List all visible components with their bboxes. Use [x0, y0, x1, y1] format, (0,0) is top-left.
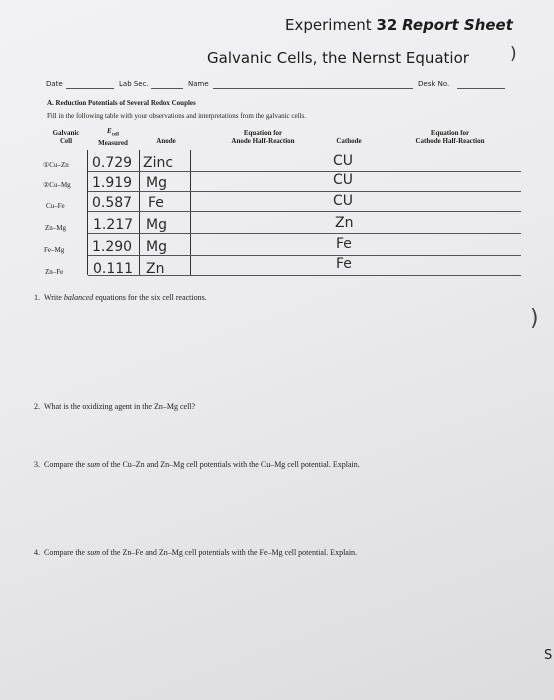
report-title	[285, 16, 513, 34]
row-ecell-value: 0.111	[93, 261, 134, 277]
report-sheet-label: Report Sheet	[402, 16, 513, 34]
row-rule	[88, 211, 521, 212]
row-ecell-value: 1.919	[92, 175, 133, 191]
right-paren-mark: )	[510, 44, 517, 64]
edge-letter-mark: S	[544, 648, 553, 663]
desk-no-label: Desk No.	[418, 80, 450, 88]
header-galvanic-cell: Galvanic Cell	[52, 129, 80, 145]
column-rule	[190, 150, 191, 275]
row-anode-value: Mg	[146, 239, 167, 255]
row-cell-name: Zn–Mg	[45, 224, 66, 232]
row-cathode-value: CU	[333, 172, 354, 188]
header-cathode-equation: Equation for Cathode Half-Reaction	[415, 129, 485, 145]
title-experiment: Experiment	[285, 16, 377, 34]
row-cathode-value: Fe	[336, 236, 352, 252]
row-ecell-value: 1.217	[93, 217, 134, 233]
header-anode: Anode	[156, 137, 176, 145]
row-anode-value: Zn	[146, 261, 165, 277]
row-rule	[88, 255, 521, 256]
row-rule	[88, 171, 521, 172]
row-cathode-value: Zn	[335, 215, 354, 231]
question-3: 3. Compare the sum of the Cu–Zn and Zn–Mg cell potentials with the Cu–Mg cell potential. Explain.	[34, 460, 360, 469]
row-anode-value: Fe	[148, 195, 164, 211]
name-label: Name	[188, 80, 209, 88]
row-ecell-value: 0.729	[92, 155, 133, 171]
lab-sec-field[interactable]	[151, 88, 183, 89]
row-rule	[88, 233, 521, 234]
question-1: 1. Write balanced equations for the six cell reactions.	[34, 293, 207, 302]
row-ecell-value: 1.290	[92, 239, 133, 255]
question-4: 4. Compare the sum of the Zn–Fe and Zn–Mg cell potentials with the Fe–Mg cell potential. Explain.	[34, 548, 358, 557]
desk-no-field[interactable]	[457, 88, 505, 89]
date-field[interactable]	[66, 88, 114, 89]
row-cathode-value: CU	[333, 153, 354, 169]
question-2: 2. What is the oxidizing agent in the Zn–Mg cell?	[34, 402, 196, 411]
row-anode-value: Zinc	[143, 155, 174, 171]
report-subtitle: Galvanic Cells, the Nernst Equatior	[207, 49, 469, 67]
row-cell-name: ①Cu–Zn	[43, 161, 69, 169]
header-cathode: Cathode	[336, 137, 362, 145]
row-cell-name: Cu–Fe	[46, 202, 65, 210]
row-cathode-value: Fe	[336, 256, 352, 272]
row-cell-name: Fe–Mg	[44, 246, 65, 254]
row-cathode-value: CU	[333, 193, 354, 209]
column-rule	[87, 150, 88, 275]
date-label: Date	[46, 80, 63, 88]
header-anode-equation: Equation for Anode Half-Reaction	[231, 129, 295, 145]
section-a-heading: A. Reduction Potentials of Several Redox Couples	[47, 99, 196, 107]
row-cell-name: ②Cu–Mg	[43, 181, 71, 189]
experiment-number: 32	[376, 16, 398, 34]
header-ecell: $E_{cell}$ Measured	[98, 127, 128, 148]
row-rule	[88, 191, 521, 192]
row-ecell-value: 0.587	[92, 195, 133, 211]
row-anode-value: Mg	[146, 217, 167, 233]
name-field[interactable]	[213, 88, 413, 89]
column-rule	[139, 150, 140, 275]
section-a-instruction: Fill in the following table with your observations and interpretations from the galvanic cells.	[47, 112, 306, 120]
right-margin-bracket-mark: )	[530, 306, 539, 331]
row-cell-name: Zn–Fe	[45, 268, 64, 276]
lab-sec-label: Lab Sec.	[119, 80, 149, 88]
row-anode-value: Mg	[146, 175, 167, 191]
